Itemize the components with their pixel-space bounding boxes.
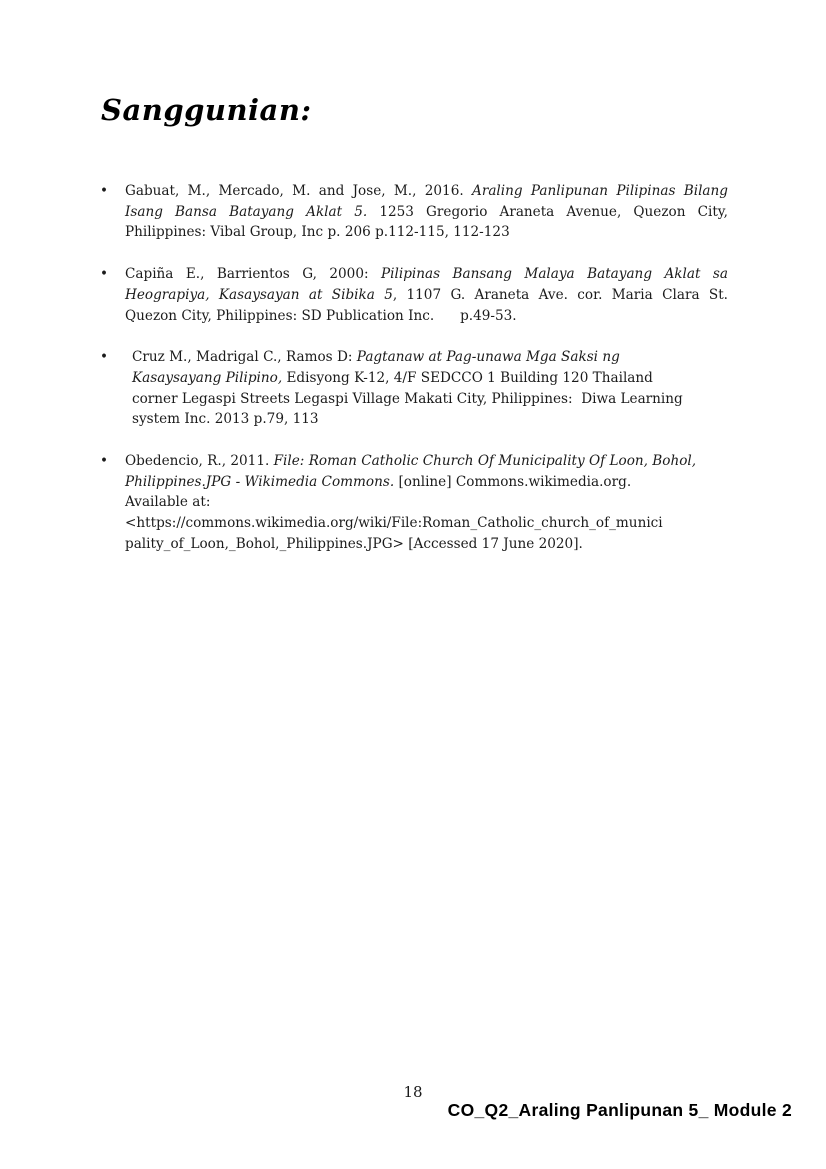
bullet-icon: • xyxy=(100,183,109,199)
reference-text-segment: system Inc. 2013 p.79, 113 xyxy=(132,411,319,428)
reference-line xyxy=(125,451,728,472)
reference-text-segment: Obedencio, R., 2011. xyxy=(125,453,274,470)
reference-text-segment: Available at: xyxy=(125,494,211,511)
reference-item xyxy=(100,264,730,326)
reference-line xyxy=(125,513,728,534)
reference-line xyxy=(125,181,728,202)
reference-text-segment: 1253 Gregorio Araneta Avenue, Quezon City, xyxy=(367,203,728,220)
reference-line xyxy=(125,264,728,285)
reference-line xyxy=(125,472,728,493)
reference-work-title-segment: Pagtanaw at Pag-unawa Mga Saksi ng xyxy=(356,349,620,366)
reference-line xyxy=(125,492,728,513)
reference-text-segment: Edisyong K-12, 4/F SEDCCO 1 Building 120 Thailand xyxy=(282,369,653,386)
reference-text-segment: Capiña E., Barrientos G, 2000: xyxy=(125,266,382,283)
reference-text xyxy=(125,181,728,243)
reference-text xyxy=(125,264,728,326)
reference-text xyxy=(125,347,728,430)
page-title: Sanggunian: xyxy=(101,93,312,127)
reference-work-title-segment: Philippines.JPG - Wikimedia Commons. xyxy=(125,473,395,490)
reference-work-title-segment: Heograpiya, Kasaysayan at Sibika 5 xyxy=(125,286,393,303)
reference-line xyxy=(125,534,728,555)
bullet-icon: • xyxy=(100,453,109,470)
reference-work-title-segment: Kasaysayang Pilipino, xyxy=(132,369,283,386)
reference-work-title-segment: Isang Bansa Batayang Aklat 5. xyxy=(125,203,368,220)
reference-item xyxy=(100,181,730,243)
reference-line xyxy=(125,222,728,243)
reference-item xyxy=(100,347,730,430)
reference-text-segment: Philippines: Vibal Group, Inc p. 206 p.112-115, 112-123 xyxy=(125,224,510,241)
reference-text-segment: Cruz M., Madrigal C., Ramos D: xyxy=(132,349,357,366)
reference-text-segment: pality_of_Loon,_Bohol,_Philippines.JPG> [Accessed 17 June 2020]. xyxy=(125,535,583,552)
reference-line xyxy=(125,285,728,306)
reference-text-segment: , 1107 G. Araneta Ave. cor. Maria Clara St. xyxy=(392,286,728,303)
reference-line xyxy=(125,306,728,327)
reference-text-segment: [online] Commons.wikimedia.org. xyxy=(394,473,632,490)
reference-text-segment: Quezon City, Philippines: SD Publication Inc. p.49-53. xyxy=(125,307,517,324)
reference-line xyxy=(125,347,728,368)
bullet-icon: • xyxy=(100,349,109,366)
reference-work-title-segment: File: Roman Catholic Church Of Municipality Of Loon, Bohol, xyxy=(273,453,697,470)
reference-work-title-segment: Araling Panlipunan Pilipinas Bilang xyxy=(472,183,728,199)
reference-text-segment: <https://commons.wikimedia.org/wiki/File:Roman_Catholic_church_of_munici xyxy=(125,515,663,532)
footer-doc-label: CO_Q2_Araling Panlipunan 5_ Module 2 xyxy=(447,1100,792,1120)
bullet-icon: • xyxy=(100,266,109,283)
reference-line xyxy=(125,409,728,430)
page-number: 18 xyxy=(403,1083,423,1101)
reference-text-segment: Gabuat, M., Mercado, M. and Jose, M., 2016. xyxy=(125,183,472,199)
reference-list xyxy=(100,181,730,576)
reference-line xyxy=(125,389,728,410)
reference-text-segment: corner Legaspi Streets Legaspi Village Makati City, Philippines: Diwa Learning xyxy=(132,390,683,407)
reference-line xyxy=(125,368,728,389)
reference-line xyxy=(125,202,728,223)
reference-item xyxy=(100,451,730,555)
reference-text xyxy=(125,451,728,555)
reference-work-title-segment: Pilipinas Bansang Malaya Batayang Aklat sa xyxy=(381,266,728,283)
